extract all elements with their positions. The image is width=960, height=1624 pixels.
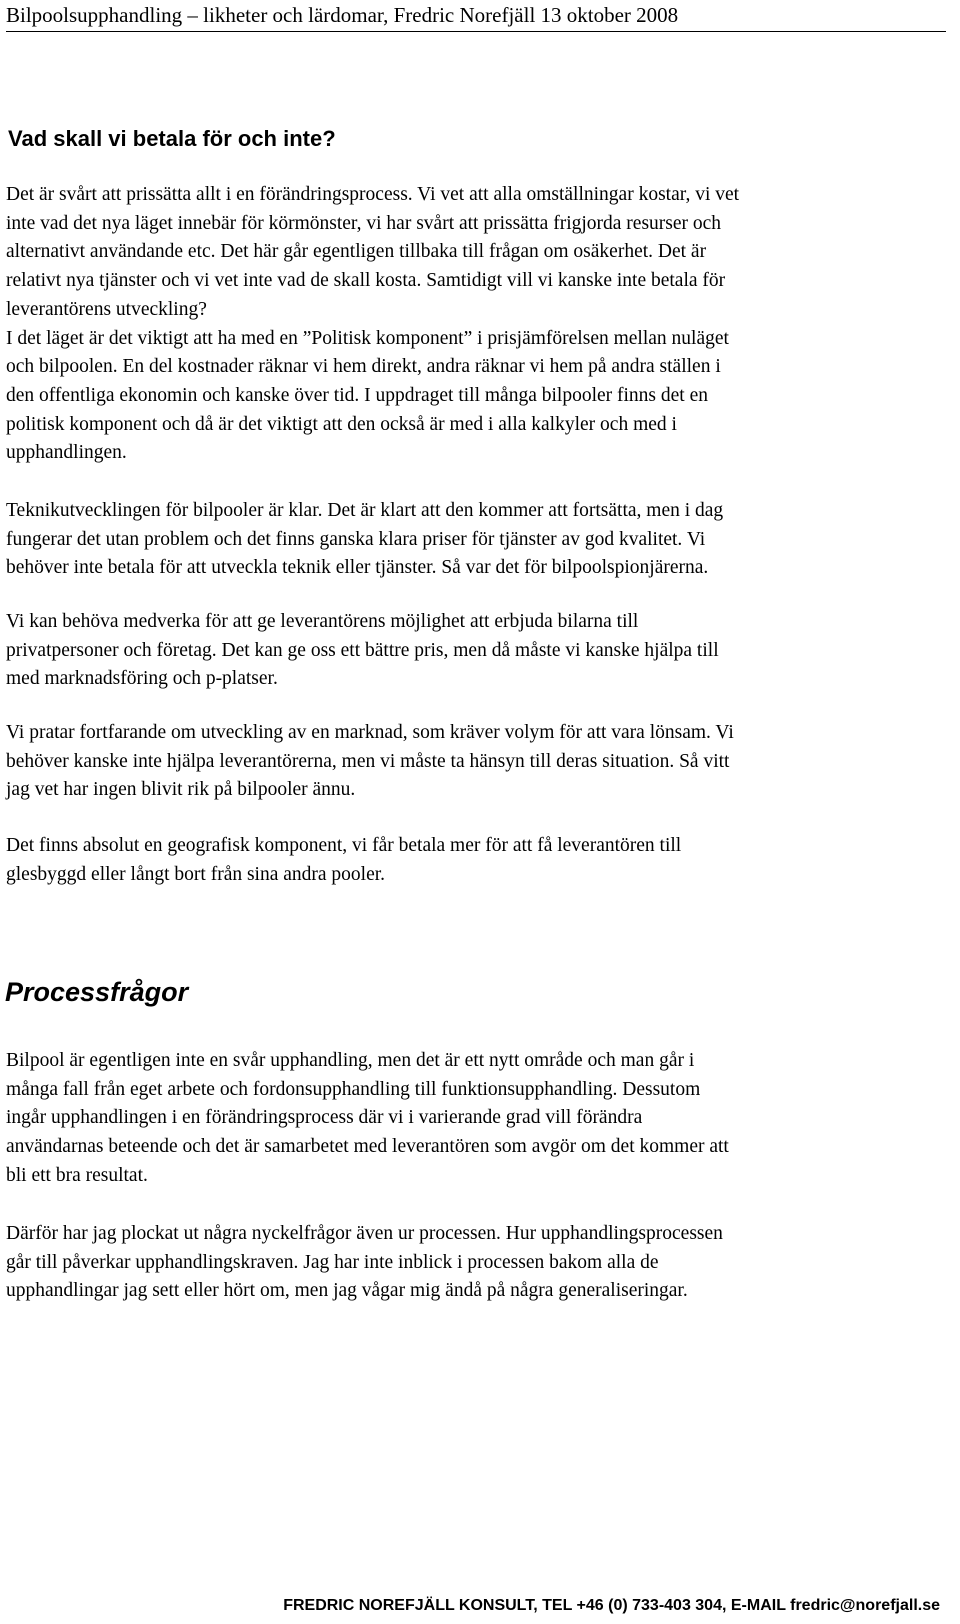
text-line: leverantörens utveckling?: [6, 298, 207, 320]
paragraph: [6, 1220, 946, 1306]
text-line: ingår upphandlingen i en förändringsprocess där vi i varierande grad vill förändra: [6, 1107, 643, 1129]
text-line: Det är svårt att prissätta allt i en förändringsprocess. Vi vet att alla omställningar kostar, vi vet: [6, 184, 740, 205]
text-line: bli ett bra resultat.: [6, 1164, 148, 1186]
text-line: många fall från eget arbete och fordonsupphandling till funktionsupphandling. Dessutom: [6, 1078, 701, 1100]
text-line: upphandlingen.: [6, 442, 127, 464]
text-line: Det finns absolut en geografisk komponent, vi får betala mer för att få leverantören till: [6, 835, 682, 856]
text-line: upphandlingar jag sett eller hört om, men jag vågar mig ändå på några generaliseringar.: [6, 1280, 688, 1302]
text-line: Vi pratar fortfarande om utveckling av en marknad, som kräver volym för att vara lönsam. Vi: [6, 722, 734, 743]
text-line: inte vad det nya läget innebär för körmönster, vi har svårt att prissätta frigjorda resurser och: [6, 212, 722, 234]
paragraph: [6, 181, 946, 468]
paragraph: [6, 719, 946, 805]
text-line: användarnas beteende och det är samarbetet med leverantören som avgör om det kommer att: [6, 1136, 729, 1158]
text-line: relativt nya tjänster och vi vet inte vad de skall kosta. Samtidigt vill vi kanske inte betala för: [6, 270, 726, 292]
text-line: Bilpool är egentligen inte en svår upphandling, men det är ett nytt område och man går i: [6, 1050, 695, 1071]
section-heading-process: Processfrågor: [5, 977, 189, 1007]
text-line: går till påverkar upphandlingskraven. Jag har inte inblick i processen bakom alla de: [6, 1251, 659, 1273]
text-line: Teknikutvecklingen för bilpooler är klar. Det är klart att den kommer att fortsätta, men i dag: [6, 500, 724, 521]
text-line: och bilpoolen. En del kostnader räknar vi hem direkt, andra räknar vi hem på andra ställen i: [6, 356, 721, 378]
page-footer: FREDRIC NOREFJÄLL KONSULT, TEL +46 (0) 733-403 304, E-MAIL fredric@norefjall.se: [283, 1597, 940, 1614]
text-line: den offentliga ekonomin och kanske över tid. I uppdraget till många bilpooler finns det en: [6, 384, 708, 406]
text-line: I det läget är det viktigt att ha med en ”Politisk komponent” i prisjämförelsen mellan nuläget: [6, 327, 729, 349]
text-line: med marknadsföring och p-platser.: [6, 668, 278, 690]
text-line: glesbyggd eller långt bort från sina andra pooler.: [6, 863, 386, 885]
text-line: Vi kan behöva medverka för att ge leverantörens möjlighet att erbjuda bilarna till: [6, 611, 639, 632]
text-line: behöver inte betala för att utveckla teknik eller tjänster. Så var det för bilpoolspionjärerna.: [6, 557, 709, 579]
paragraph: [6, 1047, 946, 1191]
text-line: politisk komponent och då är det viktigt att den också är med i alla kalkyler och med i: [6, 413, 677, 435]
section-heading-payment: Vad skall vi betala för och inte?: [8, 126, 336, 151]
text-line: privatpersoner och företag. Det kan ge oss ett bättre pris, men då måste vi kanske hjälpa till: [6, 639, 719, 661]
text-line: jag vet har ingen blivit rik på bilpooler ännu.: [6, 779, 356, 801]
paragraph: [6, 497, 946, 583]
text-line: behöver kanske inte hjälpa leverantörerna, men vi måste ta hänsyn till deras situation. Så vitt: [6, 750, 730, 772]
text-line: Därför har jag plockat ut några nyckelfrågor även ur processen. Hur upphandlingsprocessen: [6, 1223, 723, 1244]
text-line: fungerar det utan problem och det finns ganska klara priser för tjänster av god kvalitet. Vi: [6, 528, 706, 550]
text-line: alternativt användande etc. Det här går egentligen tillbaka till frågan om osäkerhet. Det är: [6, 241, 707, 263]
running-header: Bilpoolsupphandling – likheter och lärdomar, Fredric Norefjäll 13 oktober 2008: [6, 2, 946, 32]
paragraph: [6, 608, 946, 694]
paragraph: [6, 832, 946, 889]
